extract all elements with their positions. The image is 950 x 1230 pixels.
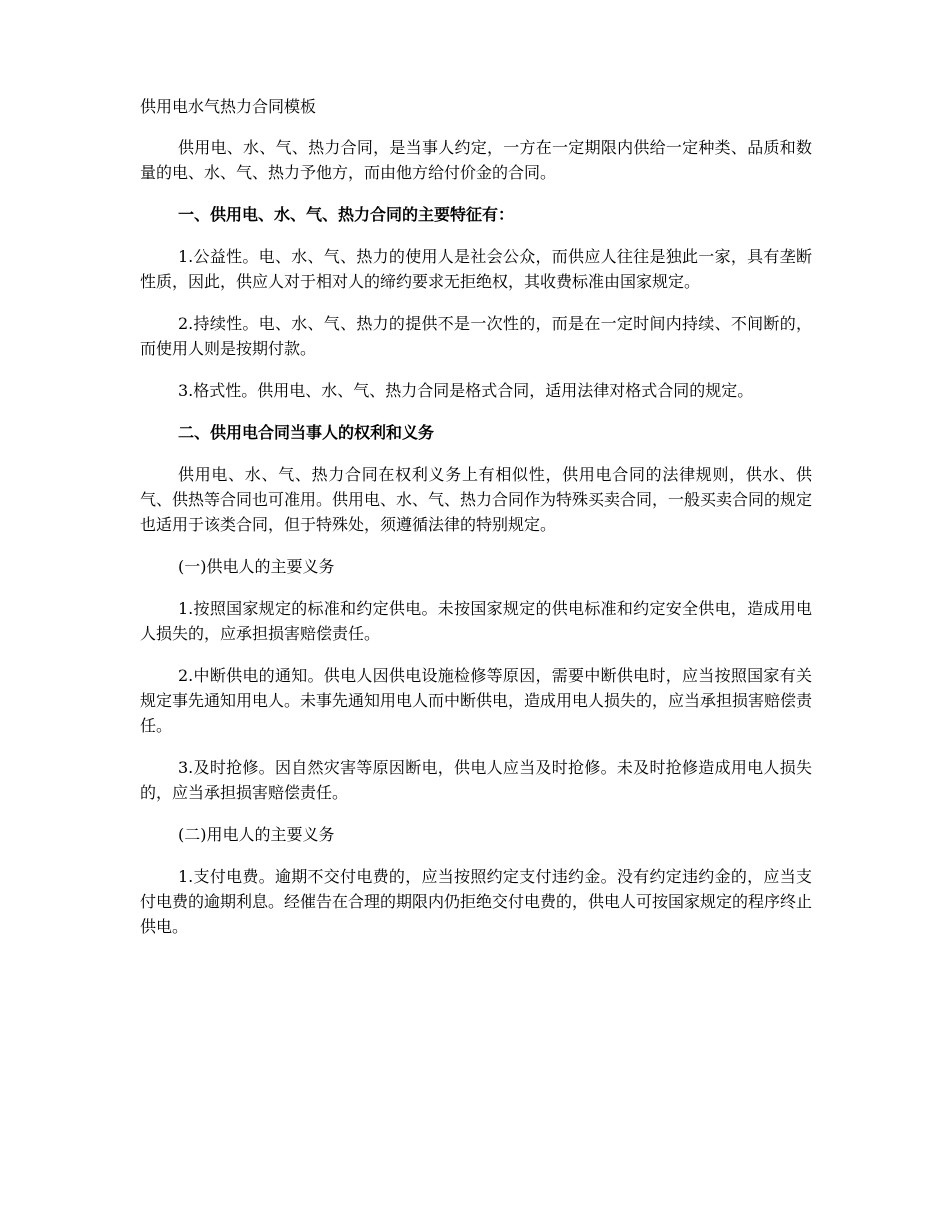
intro-paragraph: 供用电、水、气、热力合同，是当事人约定，一方在一定期限内供给一定种类、品质和数量的电、水、气、热力予他方，而由他方给付价金的合同。: [140, 138, 812, 182]
supplier-obligation-paragraph-1: 1.按照国家规定的标准和约定供电。未按国家规定的供电标准和约定安全供电，造成用电人损失的，应承担损害赔偿责任。: [140, 599, 812, 643]
supplier-obligation-paragraph-3: 3.及时抢修。因自然灾害等原因断电，供电人应当及时抢修。未及时抢修造成用电人损失的，应当承担损害赔偿责任。: [140, 758, 812, 802]
feature-paragraph-public-interest: 1.公益性。电、水、气、热力的使用人是社会公众，而供应人往往是独此一家，具有垄断性质，因此，供应人对于相对人的缔约要求无拒绝权，其收费标准由国家规定。: [140, 247, 812, 291]
subsection-heading-supplier-obligations: (一)供电人的主要义务: [178, 557, 335, 576]
feature-paragraph-continuity: 2.持续性。电、水、气、热力的提供不是一次性的，而是在一定时间内持续、不间断的，而使用人则是按期付款。: [140, 314, 812, 358]
section-heading-rights-obligations: 二、供用电合同当事人的权利和义务: [178, 423, 435, 442]
subsection-heading-user-obligations: (二)用电人的主要义务: [178, 825, 335, 844]
section-heading-features: 一、供用电、水、气、热力合同的主要特征有：: [178, 205, 515, 224]
document-title: 供用电水气热力合同模板: [140, 97, 317, 116]
user-obligation-paragraph-1: 1.支付电费。逾期不交付电费的，应当按照约定支付违约金。没有约定违约金的，应当支付电费的逾期利息。经催告在合理的期限内仍拒绝交付电费的，供电人可按国家规定的程序终止供电。: [140, 867, 813, 936]
supplier-obligation-paragraph-2: 2.中断供电的通知。供电人因供电设施检修等原因，需要中断供电时，应当按照国家有关规定事先通知用电人。未事先通知用电人而中断供电，造成用电人损失的，应当承担损害赔偿责任。: [140, 666, 813, 735]
rights-intro-paragraph: 供用电、水、气、热力合同在权利义务上有相似性，供用电合同的法律规则，供水、供气、供热等合同也可准用。供用电、水、气、热力合同作为特殊买卖合同，一般买卖合同的规定也适用于该类合同，但于特殊处，须遵循法律的特别规定。: [140, 465, 813, 534]
document-body: [140, 94, 812, 956]
feature-paragraph-standard-form: 3.格式性。供用电、水、气、热力合同是格式合同，适用法律对格式合同的规定。: [178, 381, 754, 400]
